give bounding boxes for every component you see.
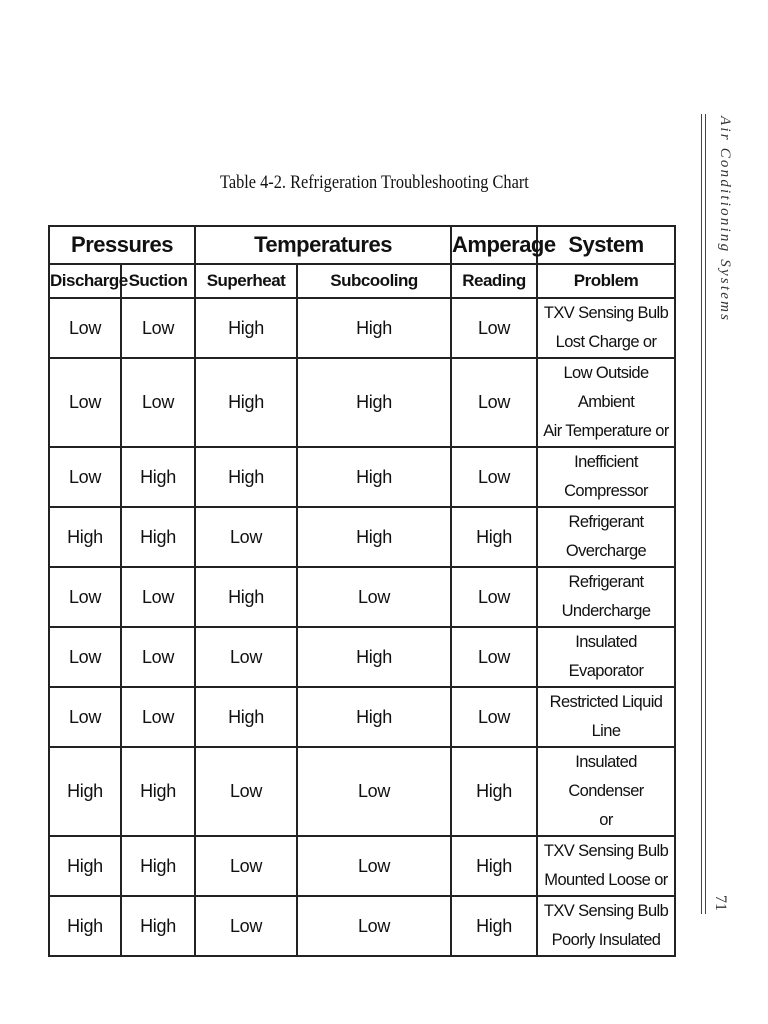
problem-line: Insulated Condenser <box>568 753 644 800</box>
table-title: Table 4-2. Refrigeration Troubleshooting Chart <box>220 172 529 193</box>
cell-suction: Low <box>121 567 195 627</box>
cell-superheat: Low <box>195 836 297 896</box>
group-header-row <box>49 226 675 264</box>
cell-reading: Low <box>451 567 537 627</box>
column-header-subcooling: Subcooling <box>297 264 451 298</box>
cell-problem <box>537 447 675 507</box>
problem-line: Overcharge <box>565 542 647 560</box>
cell-superheat: Low <box>195 747 297 836</box>
problem-line: Low Outside Ambient <box>563 364 649 411</box>
troubleshooting-table <box>48 225 676 957</box>
cell-superheat: High <box>195 298 297 358</box>
cell-superheat: High <box>195 567 297 627</box>
table-row <box>49 627 675 687</box>
cell-discharge: Low <box>49 298 121 358</box>
cell-problem <box>537 358 675 447</box>
cell-problem <box>537 507 675 567</box>
problem-line: Inefficient Compressor <box>564 453 648 500</box>
cell-problem <box>537 836 675 896</box>
cell-superheat: High <box>195 358 297 447</box>
cell-suction: High <box>121 896 195 956</box>
problem-line: Air Temperature or <box>543 422 669 440</box>
cell-discharge: High <box>49 507 121 567</box>
cell-subcooling: High <box>297 507 451 567</box>
cell-subcooling: Low <box>297 567 451 627</box>
cell-discharge: Low <box>49 447 121 507</box>
cell-suction: Low <box>121 298 195 358</box>
cell-reading: High <box>451 747 537 836</box>
cell-discharge: Low <box>49 687 121 747</box>
problem-line: Insulated Evaporator <box>568 633 644 680</box>
cell-subcooling: High <box>297 358 451 447</box>
cell-superheat: High <box>195 447 297 507</box>
cell-problem <box>537 896 675 956</box>
problem-line: or <box>599 811 613 829</box>
column-header-superheat: Superheat <box>195 264 297 298</box>
cell-reading: Low <box>451 298 537 358</box>
cell-suction: Low <box>121 687 195 747</box>
cell-discharge: High <box>49 747 121 836</box>
problem-line: Restricted Liquid Line <box>549 693 663 740</box>
problem-line: TXV Sensing Bulb <box>543 842 669 860</box>
problem-line: TXV Sensing Bulb <box>543 304 669 322</box>
table-body <box>49 298 675 956</box>
running-head: Air Conditioning Systems <box>717 116 733 323</box>
table-row <box>49 747 675 836</box>
group-header-pressures: Pressures <box>49 226 195 264</box>
cell-suction: Low <box>121 358 195 447</box>
page-number: 71 <box>712 895 729 911</box>
cell-superheat: Low <box>195 627 297 687</box>
cell-reading: High <box>451 507 537 567</box>
cell-problem <box>537 567 675 627</box>
column-header-problem: Problem <box>537 264 675 298</box>
cell-problem <box>537 627 675 687</box>
cell-discharge: Low <box>49 358 121 447</box>
cell-superheat: High <box>195 687 297 747</box>
cell-superheat: Low <box>195 507 297 567</box>
margin-rule <box>701 114 706 914</box>
cell-discharge: High <box>49 896 121 956</box>
cell-subcooling: Low <box>297 896 451 956</box>
cell-discharge: Low <box>49 567 121 627</box>
table-row <box>49 567 675 627</box>
group-header-amperage: Amperage <box>451 226 537 264</box>
problem-line: Undercharge <box>561 602 651 620</box>
cell-subcooling: High <box>297 447 451 507</box>
cell-subcooling: High <box>297 627 451 687</box>
cell-problem <box>537 298 675 358</box>
cell-subcooling: High <box>297 298 451 358</box>
column-header-discharge: Discharge <box>49 264 121 298</box>
cell-suction: Low <box>121 627 195 687</box>
problem-line: Lost Charge or <box>555 333 657 351</box>
problem-line: Mounted Loose or <box>544 871 668 889</box>
table-row <box>49 447 675 507</box>
problem-line: Refrigerant <box>568 513 644 531</box>
cell-problem <box>537 687 675 747</box>
cell-suction: High <box>121 747 195 836</box>
table-row <box>49 507 675 567</box>
table-row <box>49 358 675 447</box>
problem-line: Refrigerant <box>568 573 644 591</box>
table-row <box>49 836 675 896</box>
cell-discharge: Low <box>49 627 121 687</box>
cell-subcooling: Low <box>297 747 451 836</box>
cell-suction: High <box>121 447 195 507</box>
group-header-temperatures: Temperatures <box>195 226 451 264</box>
cell-discharge: High <box>49 836 121 896</box>
column-header-reading: Reading <box>451 264 537 298</box>
cell-reading: Low <box>451 627 537 687</box>
problem-line: Poorly Insulated <box>551 931 661 949</box>
cell-reading: Low <box>451 687 537 747</box>
column-header-suction: Suction <box>121 264 195 298</box>
cell-problem <box>537 747 675 836</box>
problem-line: TXV Sensing Bulb <box>543 902 669 920</box>
table-row <box>49 896 675 956</box>
sub-header-row <box>49 264 675 298</box>
table-row <box>49 298 675 358</box>
cell-superheat: Low <box>195 896 297 956</box>
cell-subcooling: Low <box>297 836 451 896</box>
cell-reading: Low <box>451 447 537 507</box>
cell-reading: High <box>451 896 537 956</box>
cell-suction: High <box>121 507 195 567</box>
table-row <box>49 687 675 747</box>
cell-reading: Low <box>451 358 537 447</box>
cell-suction: High <box>121 836 195 896</box>
cell-subcooling: High <box>297 687 451 747</box>
group-header-system: System <box>537 226 675 264</box>
cell-reading: High <box>451 836 537 896</box>
